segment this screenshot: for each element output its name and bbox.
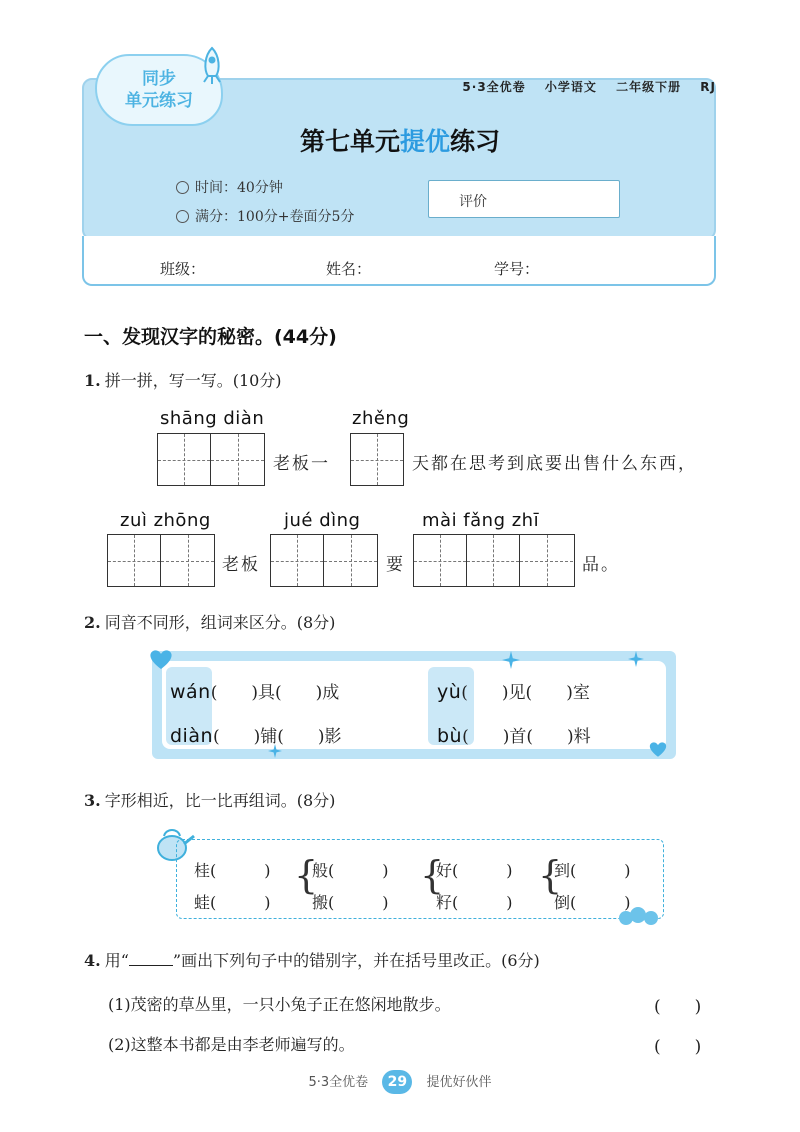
badge-line-2: 单元练习 (125, 91, 193, 111)
q3-item-2-bottom[interactable]: 搬( ) (312, 893, 389, 912)
q3-item-3-bottom[interactable]: 籽( ) (436, 893, 513, 912)
q4-sentence-1: (1)茂密的草丛里，一只小兔子正在悠闲地散步。 (108, 995, 451, 1014)
q4-answer-1[interactable]: ( ) (654, 997, 702, 1017)
q1-box-1[interactable] (157, 433, 265, 486)
q1-pinyin-3: zuì zhōng (120, 510, 211, 531)
q1-box-3[interactable] (107, 534, 215, 587)
q3-item-1-bottom[interactable]: 蛙( ) (194, 893, 271, 912)
q1-pinyin-4: jué dìng (284, 510, 361, 531)
class-field[interactable]: 班级： (160, 260, 206, 278)
page-title: 第七单元提优练习 (299, 127, 501, 156)
q1-box-4[interactable] (270, 534, 378, 587)
q4-answer-2[interactable]: ( ) (654, 1037, 702, 1057)
clock-icon (176, 181, 189, 194)
time-info: 时间：40分钟 (176, 177, 283, 197)
q4-title: 4. 用“ ”画出下列句子中的错别字，并在括号里改正。(6分) (84, 951, 540, 970)
q2-row-1-right: yù( )见( )室 (437, 681, 590, 703)
q1-text-2a: 老板 (222, 555, 260, 575)
q1-box-5[interactable] (413, 534, 575, 587)
q3-title: 3. 字形相近，比一比再组词。(8分) (84, 791, 336, 810)
score-info: 满分：100分+卷面分5分 (176, 206, 354, 226)
underline-sample (129, 951, 173, 966)
check-icon (176, 210, 189, 223)
q1-text-1a: 老板一 (273, 454, 330, 474)
brace: { (538, 853, 563, 897)
q4-sentence-2: (2)这整本书都是由李老师遍写的。 (108, 1035, 355, 1054)
q1-pinyin-2: zhěng (352, 408, 410, 429)
page-number: 29 (382, 1070, 412, 1094)
q1-text-2c: 品。 (582, 555, 620, 575)
brace: { (294, 853, 319, 897)
heart-icon (648, 740, 668, 758)
q1-title: 1. 拼一拼，写一写。(10分) (84, 371, 282, 390)
book-series: 5·3全优卷 (462, 80, 526, 94)
name-field[interactable]: 姓名： (326, 260, 372, 278)
evaluation-box[interactable]: 评价 (428, 180, 620, 218)
q3-item-4-top[interactable]: 到( ) (554, 861, 631, 880)
heart-icon (148, 648, 174, 670)
star-icon (628, 651, 644, 667)
q1-pinyin-5: mài fǎng zhī (422, 510, 540, 531)
badge-line-1: 同步 (142, 69, 176, 89)
q3-item-2-top[interactable]: 般( ) (312, 861, 389, 880)
star-icon (502, 651, 520, 669)
book-edition: RJ (700, 80, 716, 94)
book-grade: 二年级下册 (616, 80, 682, 94)
q2-title: 2. 同音不同形，组词来区分。(8分) (84, 613, 336, 632)
brace: { (420, 853, 445, 897)
rocket-icon (196, 46, 228, 86)
student-id-field[interactable]: 学号： (494, 260, 540, 278)
footer-left: 5·3全优卷 (308, 1075, 369, 1090)
q3-item-4-bottom[interactable]: 倒( ) (554, 893, 631, 912)
q3-item-3-top[interactable]: 好( ) (436, 861, 513, 880)
book-meta (448, 78, 716, 95)
q3-item-1-top[interactable]: 桂( ) (194, 861, 271, 880)
page-footer (0, 1070, 800, 1094)
q2-row-2-right: bù( )首( )料 (437, 725, 591, 747)
q2-row-2-left: diàn( )铺( )影 (170, 725, 342, 747)
q2-row-1-left: wán( )具( )成 (170, 681, 340, 703)
q1-text-2b: 要 (386, 555, 405, 575)
q1-text-1b: 天都在思考到底要出售什么东西， (412, 454, 697, 474)
q1-pinyin-1: shāng diàn (160, 408, 265, 429)
q1-box-2[interactable] (350, 433, 404, 486)
book-subject: 小学语文 (544, 80, 597, 94)
section-1-title: 一、发现汉字的秘密。(44分) (84, 326, 337, 348)
footer-right: 提优好伙伴 (426, 1075, 492, 1090)
